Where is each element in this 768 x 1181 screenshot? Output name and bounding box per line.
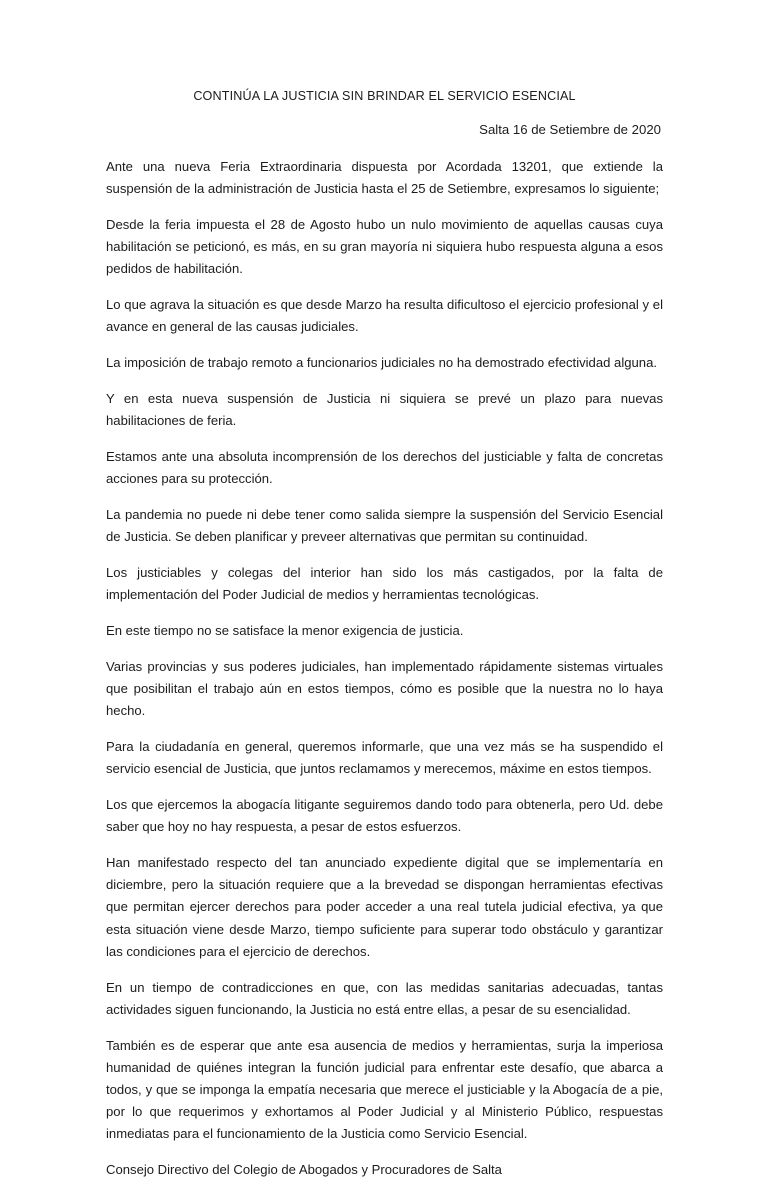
paragraph: Ante una nueva Feria Extraordinaria dispuesta por Acordada 13201, que extiende la suspensión de la administración de Justicia hasta el 25 de Setiembre, expresamos lo siguiente; xyxy=(106,159,663,197)
paragraph: En un tiempo de contradicciones en que, con las medidas sanitarias adecuadas, tantas actividades siguen funcionando, la Justicia no está entre ellas, a pesar de su esencialidad. xyxy=(106,979,663,1017)
paragraph: Los que ejercemos la abogacía litigante seguiremos dando todo para obtenerla, pero Ud. debe saber que hoy no hay respuesta, a pesar de estos esfuerzos. xyxy=(106,797,663,835)
paragraph: Y en esta nueva suspensión de Justicia ni siquiera se prevé un plazo para nuevas habilitaciones de feria. xyxy=(106,391,663,429)
paragraph: La pandemia no puede ni debe tener como salida siempre la suspensión del Servicio Esencial de Justicia. Se deben planificar y preveer alternativas que permitan su continuidad. xyxy=(106,507,663,545)
page-title: CONTINÚA LA JUSTICIA SIN BRINDAR EL SERVICIO ESENCIAL xyxy=(193,89,576,103)
document-body xyxy=(106,86,663,1181)
paragraph: Lo que agrava la situación es que desde Marzo ha resulta dificultoso el ejercicio profesional y el avance en general de las causas judiciales. xyxy=(106,297,663,335)
signoff-line: Consejo Directivo del Colegio de Abogados y Procuradores de Salta xyxy=(106,1162,502,1178)
paragraph: Estamos ante una absoluta incomprensión de los derechos del justiciable y falta de concretas acciones para su protección. xyxy=(106,449,663,487)
paragraph: Los justiciables y colegas del interior han sido los más castigados, por la falta de implementación del Poder Judicial de medios y herramientas tecnológicas. xyxy=(106,565,663,603)
paragraph: En este tiempo no se satisface la menor exigencia de justicia. xyxy=(106,623,464,638)
dateline: Salta 16 de Setiembre de 2020 xyxy=(479,122,661,137)
paragraph: Para la ciudadanía en general, queremos informarle, que una vez más se ha suspendido el servicio esencial de Justicia, que juntos reclamamos y merecemos, máxime en estos tiempos. xyxy=(106,739,663,777)
paragraph: Han manifestado respecto del tan anunciado expediente digital que se implementaría en diciembre, pero la situación requiere que a la brevedad se dispongan herramientas efectivas que permitan ejercer derechos para poder acceder a una real tutela judicial efectiva, ya que esta situación viene desde Marzo, tiempo suficiente para superar todo obstáculo y garantizar las condiciones para el ejercicio de derechos. xyxy=(106,855,663,959)
paragraph: La imposición de trabajo remoto a funcionarios judiciales no ha demostrado efectividad alguna. xyxy=(106,355,657,371)
paragraph: Desde la feria impuesta el 28 de Agosto hubo un nulo movimiento de aquellas causas cuya habilitación se peticionó, es más, en su gran mayoría ni siquiera hubo respuesta alguna a esos pedidos de habilitación. xyxy=(106,217,663,277)
paragraph: También es de esperar que ante esa ausencia de medios y herramientas, surja la imperiosa humanidad de quiénes integran la función judicial para enfrentar este desafío, que abarca a todos, y que se imponga la empatía necesaria que merece el justiciable y la Abogacía de a pie, por lo que requerimos y exhortamos al Poder Judicial y al Ministerio Público, respuestas inmediatas para el funcionamiento de la Justicia como Servicio Esencial. xyxy=(106,1037,663,1142)
paragraph: Varias provincias y sus poderes judiciales, han implementado rápidamente sistemas virtuales que posibilitan el trabajo aún en estos tiempos, cómo es posible que la nuestra no lo haya hecho. xyxy=(106,658,663,719)
